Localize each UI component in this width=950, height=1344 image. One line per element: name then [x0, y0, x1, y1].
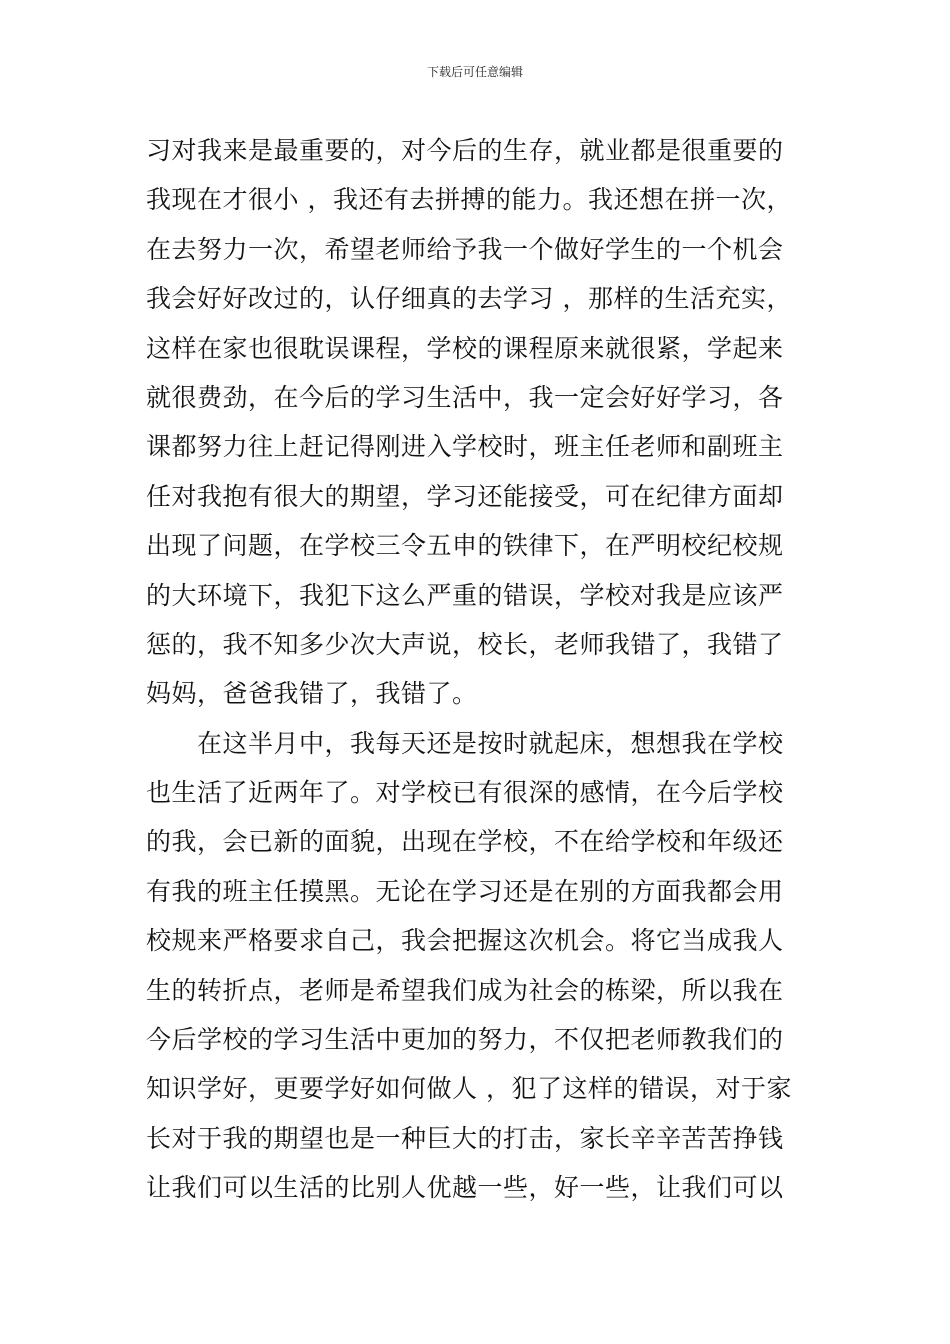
text-line: 妈妈，爸爸我错了，我错了。 [146, 679, 478, 709]
text-line: 在去努力一次，希望老师给予我一个做好学生的一个机会 [146, 234, 784, 264]
text-line: 惩的，我不知多少次大声说，校长，老师我错了，我错了 [146, 629, 784, 659]
text-line: 的大环境下，我犯下这么严重的错误，学校对我是应该严 [146, 580, 784, 610]
page-header: 下载后可任意编辑 [426, 65, 523, 79]
text-line: 今后学校的学习生活中更加的努力，不仅把老师教我们的 [146, 1025, 784, 1055]
body-text [146, 126, 816, 1213]
text-line: 长对于我的期望也是一种巨大的打击，家长辛辛苦苦挣钱 [146, 1123, 784, 1153]
text-line: 就很费劲，在今后的学习生活中，我一定会好好学习，各 [146, 382, 784, 412]
text-line: 生的转折点，老师是希望我们成为社会的栋梁，所以我在 [146, 975, 784, 1005]
text-line: 我现在才很小 ，我还有去拼搏的能力。我还想在拼一次， [146, 185, 792, 215]
text-line: 有我的班主任摸黑。无论在学习还是在别的方面我都会用 [146, 876, 784, 906]
text-line: 这样在家也很耽误课程，学校的课程原来就很紧，学起来 [146, 333, 784, 363]
text-line: 让我们可以生活的比别人优越一些，好一些，让我们可以 [146, 1173, 784, 1203]
text-line: 在这半月中，我每天还是按时就起床，想想我在学校 [146, 728, 784, 758]
text-line: 也生活了近两年了。对学校已有很深的感情，在今后学校 [146, 778, 784, 808]
text-line: 我会好好改过的，认仔细真的去学习 ，那样的生活充实， [146, 284, 792, 314]
text-line: 任对我抱有很大的期望，学习还能接受，可在纪律方面却 [146, 481, 784, 511]
text-line: 课都努力往上赶记得刚进入学校时，班主任老师和副班主 [146, 432, 784, 462]
text-line: 的我，会已新的面貌，出现在学校，不在给学校和年级还 [146, 827, 784, 857]
text-line: 出现了问题，在学校三令五申的铁律下，在严明校纪校规 [146, 531, 784, 561]
text-line: 知识学好，更要学好如何做人 ，犯了这样的错误，对于家 [146, 1074, 792, 1104]
text-line: 习对我来是最重要的，对今后的生存，就业都是很重要的 [146, 136, 784, 165]
text-line: 校规来严格要求自己，我会把握这次机会。将它当成我人 [146, 926, 784, 956]
